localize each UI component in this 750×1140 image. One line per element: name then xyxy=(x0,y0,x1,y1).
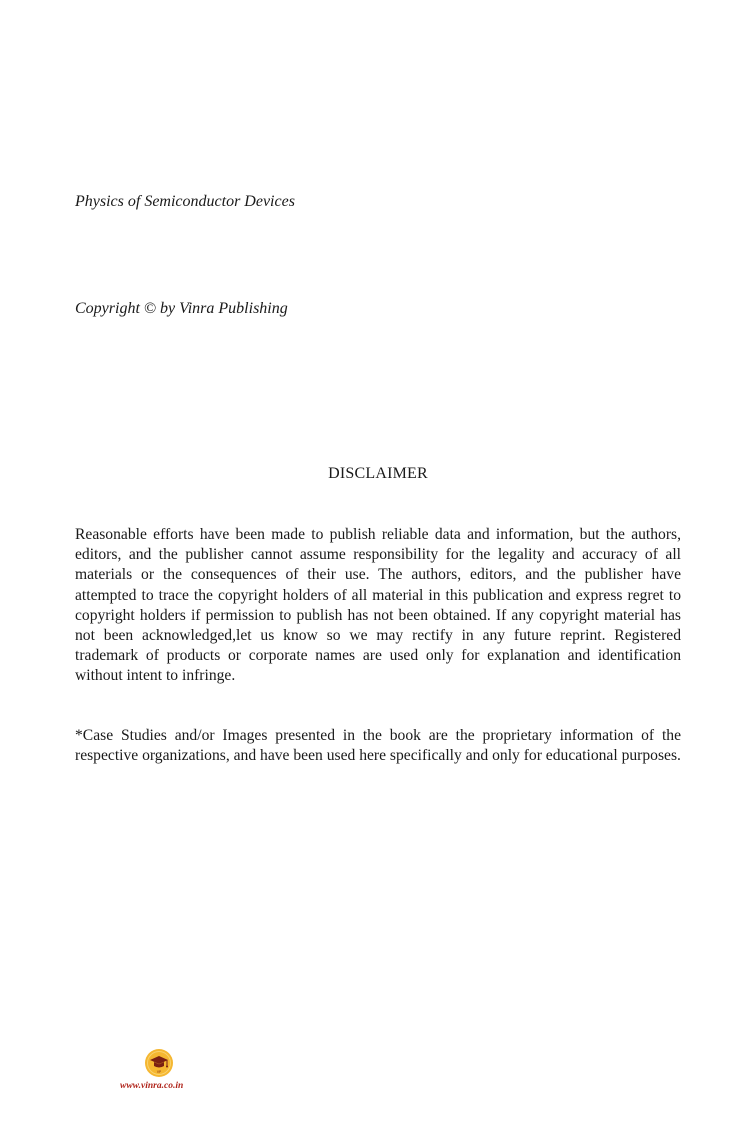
disclaimer-heading: DISCLAIMER xyxy=(328,465,428,482)
copyright-line: Copyright © by Vinra Publishing xyxy=(75,300,288,317)
case-studies-note: *Case Studies and/or Images presented in the book are the proprietary information of the respective organizations, and have been used here specifically and only for educational purposes. xyxy=(75,727,681,765)
graduation-cap-icon xyxy=(144,1048,174,1078)
svg-text:VP: VP xyxy=(156,1070,162,1074)
disclaimer-body: Reasonable efforts have been made to publish reliable data and information, but the authors, editors, and the publisher cannot assume responsibility for the legality and accuracy of all materials or the consequences of their use. The authors, editors, and the publisher have attempted to trace the copyright holders of all material in this publication and express regret to copyright holders if permission to publish has not been obtained. If any copyright material has not been acknowledged,let us know so we may rectify in any future reprint. Registered trademark of products or corporate names are used only for explanation and identification without intent to infringe. xyxy=(75,526,681,685)
website-link[interactable]: www.vinra.co.in xyxy=(120,1081,184,1091)
book-title: Physics of Semiconductor Devices xyxy=(75,193,295,210)
